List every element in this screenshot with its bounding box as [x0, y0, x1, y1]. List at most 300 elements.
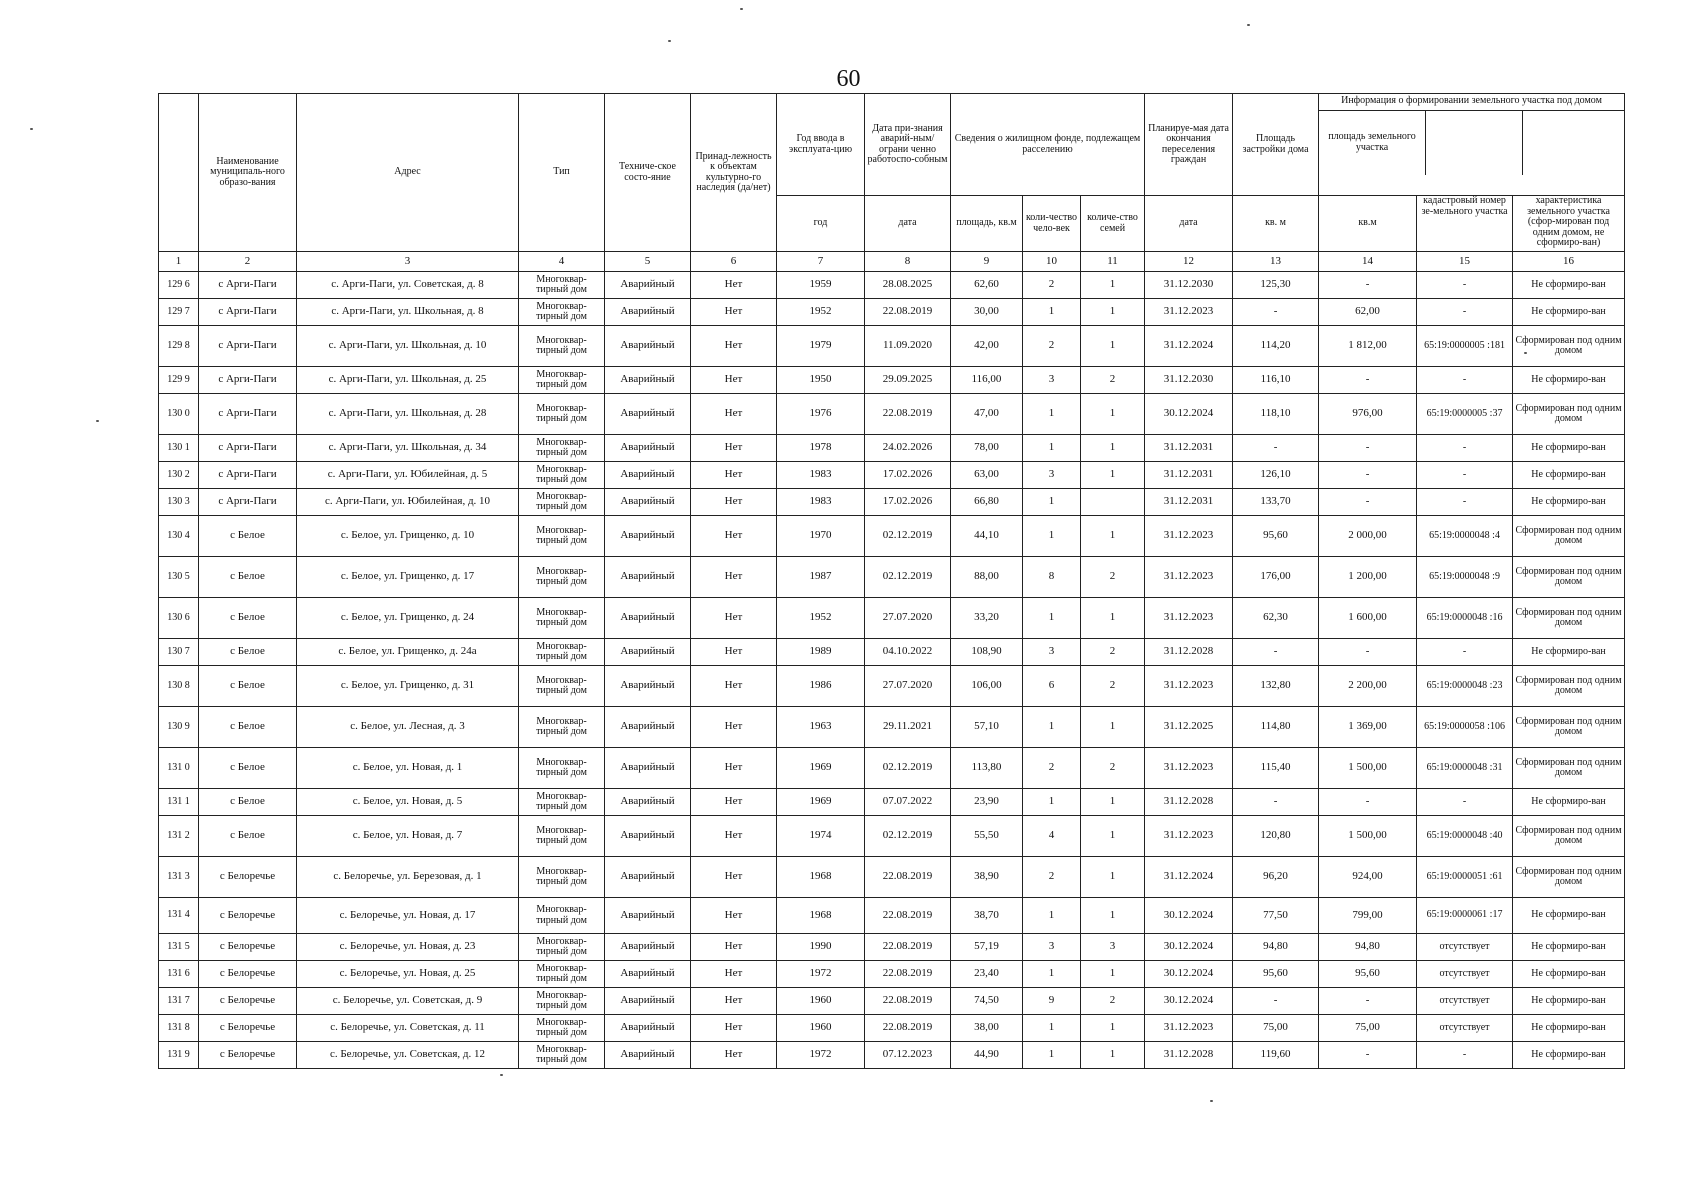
- emergency-date-cell: 02.12.2019: [865, 557, 951, 598]
- emergency-date-cell: 22.08.2019: [865, 961, 951, 988]
- family-count-cell: 1: [1081, 299, 1145, 326]
- row-number-cell: 130 3: [159, 489, 199, 516]
- people-count-cell: 1: [1023, 961, 1081, 988]
- land-status-cell: Не сформиро-ван: [1513, 1015, 1625, 1042]
- header-row-number: [159, 94, 199, 252]
- tech-state-cell: Аварийный: [605, 435, 691, 462]
- family-count-cell: 1: [1081, 1042, 1145, 1069]
- year-cell: 1960: [777, 988, 865, 1015]
- scan-speck: [1210, 1100, 1213, 1102]
- emergency-date-cell: 22.08.2019: [865, 988, 951, 1015]
- column-number: 1: [159, 252, 199, 272]
- planned-date-cell: 31.12.2023: [1145, 299, 1233, 326]
- mo-name-cell: с Арги-Паги: [199, 462, 297, 489]
- heritage-cell: Нет: [691, 299, 777, 326]
- planned-date-cell: 31.12.2023: [1145, 816, 1233, 857]
- family-count-cell: 2: [1081, 639, 1145, 666]
- family-count-cell: 2: [1081, 666, 1145, 707]
- header-land-char: характеристика земельного участка (сфор-мирован под одним домом, не сформиро-ван): [1513, 196, 1625, 252]
- table-row: [159, 988, 1625, 1015]
- land-status-cell: Не сформиро-ван: [1513, 988, 1625, 1015]
- land-area-cell: 799,00: [1319, 898, 1417, 934]
- people-count-cell: 2: [1023, 857, 1081, 898]
- header-mo-name: Наименование муниципаль-ного образо-вания: [199, 94, 297, 252]
- emergency-date-cell: 24.02.2026: [865, 435, 951, 462]
- housing-registry-table: [158, 93, 1625, 1069]
- mo-name-cell: с Белое: [199, 666, 297, 707]
- table-row: [159, 748, 1625, 789]
- land-area-cell: -: [1319, 462, 1417, 489]
- house-type-cell: Многоквар-тирный дом: [519, 857, 605, 898]
- built-area-cell: -: [1233, 299, 1319, 326]
- tech-state-cell: Аварийный: [605, 789, 691, 816]
- house-type-cell: Многоквар-тирный дом: [519, 1015, 605, 1042]
- family-count-cell: 1: [1081, 707, 1145, 748]
- header-sub-families: количе-ство семей: [1081, 196, 1145, 252]
- emergency-date-cell: 07.07.2022: [865, 789, 951, 816]
- mo-name-cell: с Арги-Паги: [199, 272, 297, 299]
- address-cell: с. Белоречье, ул. Советская, д. 11: [297, 1015, 519, 1042]
- land-area-cell: -: [1319, 789, 1417, 816]
- house-type-cell: Многоквар-тирный дом: [519, 367, 605, 394]
- area-cell: 108,90: [951, 639, 1023, 666]
- year-cell: 1983: [777, 462, 865, 489]
- emergency-date-cell: 22.08.2019: [865, 394, 951, 435]
- heritage-cell: Нет: [691, 961, 777, 988]
- planned-date-cell: 31.12.2031: [1145, 435, 1233, 462]
- row-number-cell: 130 4: [159, 516, 199, 557]
- emergency-date-cell: 22.08.2019: [865, 299, 951, 326]
- area-cell: 38,90: [951, 857, 1023, 898]
- built-area-cell: 133,70: [1233, 489, 1319, 516]
- heritage-cell: Нет: [691, 326, 777, 367]
- emergency-date-cell: 11.09.2020: [865, 326, 951, 367]
- table-row: [159, 299, 1625, 326]
- mo-name-cell: с Белое: [199, 516, 297, 557]
- tech-state-cell: Аварийный: [605, 961, 691, 988]
- mo-name-cell: с Белое: [199, 707, 297, 748]
- land-area-cell: 62,00: [1319, 299, 1417, 326]
- row-number-cell: 130 0: [159, 394, 199, 435]
- table-row: [159, 435, 1625, 462]
- family-count-cell: 1: [1081, 961, 1145, 988]
- family-count-cell: 2: [1081, 748, 1145, 789]
- house-type-cell: Многоквар-тирный дом: [519, 961, 605, 988]
- year-cell: 1950: [777, 367, 865, 394]
- cadastral-number-cell: 65:19:0000048 :40: [1417, 816, 1513, 857]
- land-area-cell: 1 600,00: [1319, 598, 1417, 639]
- cadastral-number-cell: -: [1417, 789, 1513, 816]
- house-type-cell: Многоквар-тирный дом: [519, 1042, 605, 1069]
- table-row: [159, 462, 1625, 489]
- heritage-cell: Нет: [691, 857, 777, 898]
- header-built-area-group: Площадь застройки дома: [1233, 94, 1319, 196]
- built-area-cell: 119,60: [1233, 1042, 1319, 1069]
- land-status-cell: Не сформиро-ван: [1513, 789, 1625, 816]
- mo-name-cell: с Белоречье: [199, 898, 297, 934]
- land-area-cell: 924,00: [1319, 857, 1417, 898]
- house-type-cell: Многоквар-тирный дом: [519, 299, 605, 326]
- built-area-cell: 115,40: [1233, 748, 1319, 789]
- built-area-cell: 176,00: [1233, 557, 1319, 598]
- column-numbers-row: [159, 252, 1625, 272]
- family-count-cell: 2: [1081, 367, 1145, 394]
- built-area-cell: 116,10: [1233, 367, 1319, 394]
- family-count-cell: 1: [1081, 326, 1145, 367]
- tech-state-cell: Аварийный: [605, 272, 691, 299]
- land-area-cell: 75,00: [1319, 1015, 1417, 1042]
- planned-date-cell: 31.12.2025: [1145, 707, 1233, 748]
- area-cell: 44,90: [951, 1042, 1023, 1069]
- year-cell: 1969: [777, 748, 865, 789]
- land-status-cell: Сформирован под одним домом: [1513, 557, 1625, 598]
- address-cell: с. Белое, ул. Грищенко, д. 17: [297, 557, 519, 598]
- mo-name-cell: с Белоречье: [199, 1042, 297, 1069]
- cadastral-number-cell: 65:19:0000048 :31: [1417, 748, 1513, 789]
- emergency-date-cell: 17.02.2026: [865, 489, 951, 516]
- row-number-cell: 131 4: [159, 898, 199, 934]
- header-row-top: [159, 94, 1625, 196]
- planned-date-cell: 31.12.2028: [1145, 639, 1233, 666]
- family-count-cell: 1: [1081, 898, 1145, 934]
- scan-speck: [96, 420, 99, 422]
- land-area-cell: 1 500,00: [1319, 748, 1417, 789]
- header-emergency-group: Дата при-знания аварий-ным/ограни ченно работоспо-собным: [865, 94, 951, 196]
- year-cell: 1963: [777, 707, 865, 748]
- column-number: 8: [865, 252, 951, 272]
- year-cell: 1974: [777, 816, 865, 857]
- area-cell: 23,40: [951, 961, 1023, 988]
- header-sub-date: дата: [865, 196, 951, 252]
- planned-date-cell: 31.12.2030: [1145, 272, 1233, 299]
- year-cell: 1970: [777, 516, 865, 557]
- built-area-cell: 62,30: [1233, 598, 1319, 639]
- area-cell: 106,00: [951, 666, 1023, 707]
- header-year-group: Год ввода в эксплуата-цию: [777, 94, 865, 196]
- row-number-cell: 129 8: [159, 326, 199, 367]
- heritage-cell: Нет: [691, 272, 777, 299]
- house-type-cell: Многоквар-тирный дом: [519, 748, 605, 789]
- address-cell: с. Белоречье, ул. Советская, д. 12: [297, 1042, 519, 1069]
- family-count-cell: 1: [1081, 789, 1145, 816]
- planned-date-cell: 31.12.2023: [1145, 1015, 1233, 1042]
- built-area-cell: 75,00: [1233, 1015, 1319, 1042]
- people-count-cell: 4: [1023, 816, 1081, 857]
- row-number-cell: 130 6: [159, 598, 199, 639]
- address-cell: с. Арги-Паги, ул. Школьная, д. 34: [297, 435, 519, 462]
- year-cell: 1972: [777, 1042, 865, 1069]
- scan-speck: [668, 40, 671, 42]
- land-status-cell: Сформирован под одним домом: [1513, 394, 1625, 435]
- family-count-cell: 1: [1081, 462, 1145, 489]
- address-cell: с. Белое, ул. Новая, д. 7: [297, 816, 519, 857]
- address-cell: с. Белое, ул. Новая, д. 5: [297, 789, 519, 816]
- address-cell: с. Белое, ул. Грищенко, д. 24а: [297, 639, 519, 666]
- row-number-cell: 130 9: [159, 707, 199, 748]
- house-type-cell: Многоквар-тирный дом: [519, 789, 605, 816]
- land-area-cell: 95,60: [1319, 961, 1417, 988]
- house-type-cell: Многоквар-тирный дом: [519, 988, 605, 1015]
- planned-date-cell: 31.12.2031: [1145, 489, 1233, 516]
- land-area-cell: -: [1319, 1042, 1417, 1069]
- address-cell: с. Арги-Паги, ул. Юбилейная, д. 5: [297, 462, 519, 489]
- family-count-cell: 1: [1081, 394, 1145, 435]
- column-number: 14: [1319, 252, 1417, 272]
- address-cell: с. Белоречье, ул. Новая, д. 25: [297, 961, 519, 988]
- year-cell: 1986: [777, 666, 865, 707]
- row-number-cell: 131 0: [159, 748, 199, 789]
- people-count-cell: 9: [1023, 988, 1081, 1015]
- year-cell: 1976: [777, 394, 865, 435]
- people-count-cell: 2: [1023, 272, 1081, 299]
- header-cadastral-spacer: [1426, 111, 1522, 175]
- year-cell: 1989: [777, 639, 865, 666]
- land-status-cell: Не сформиро-ван: [1513, 1042, 1625, 1069]
- planned-date-cell: 30.12.2024: [1145, 988, 1233, 1015]
- header-housing-group: Сведения о жилищном фонде, подлежащем расселению: [951, 94, 1145, 196]
- row-number-cell: 130 7: [159, 639, 199, 666]
- scan-speck: [500, 1074, 503, 1076]
- heritage-cell: Нет: [691, 748, 777, 789]
- family-count-cell: 1: [1081, 516, 1145, 557]
- mo-name-cell: с Белоречье: [199, 934, 297, 961]
- land-status-cell: Сформирован под одним домом: [1513, 666, 1625, 707]
- tech-state-cell: Аварийный: [605, 462, 691, 489]
- people-count-cell: 1: [1023, 394, 1081, 435]
- cadastral-number-cell: -: [1417, 435, 1513, 462]
- year-cell: 1952: [777, 598, 865, 639]
- area-cell: 38,00: [951, 1015, 1023, 1042]
- house-type-cell: Многоквар-тирный дом: [519, 707, 605, 748]
- tech-state-cell: Аварийный: [605, 1015, 691, 1042]
- land-status-cell: Сформирован под одним домом: [1513, 516, 1625, 557]
- people-count-cell: 1: [1023, 1042, 1081, 1069]
- address-cell: с. Белоречье, ул. Советская, д. 9: [297, 988, 519, 1015]
- address-cell: с. Белоречье, ул. Березовая, д. 1: [297, 857, 519, 898]
- table-body: [159, 272, 1625, 1069]
- area-cell: 62,60: [951, 272, 1023, 299]
- mo-name-cell: с Белое: [199, 748, 297, 789]
- address-cell: с. Арги-Паги, ул. Школьная, д. 8: [297, 299, 519, 326]
- planned-date-cell: 31.12.2023: [1145, 598, 1233, 639]
- cadastral-number-cell: отсутствует: [1417, 961, 1513, 988]
- header-sub-land-unit: кв.м: [1319, 196, 1417, 252]
- scan-speck: [1524, 352, 1527, 354]
- built-area-cell: 114,20: [1233, 326, 1319, 367]
- tech-state-cell: Аварийный: [605, 666, 691, 707]
- heritage-cell: Нет: [691, 1015, 777, 1042]
- emergency-date-cell: 28.08.2025: [865, 272, 951, 299]
- area-cell: 57,19: [951, 934, 1023, 961]
- cadastral-number-cell: -: [1417, 462, 1513, 489]
- land-area-cell: -: [1319, 367, 1417, 394]
- column-number: 11: [1081, 252, 1145, 272]
- cadastral-number-cell: -: [1417, 639, 1513, 666]
- built-area-cell: 96,20: [1233, 857, 1319, 898]
- area-cell: 38,70: [951, 898, 1023, 934]
- land-status-cell: Не сформиро-ван: [1513, 367, 1625, 394]
- built-area-cell: 118,10: [1233, 394, 1319, 435]
- family-count-cell: 2: [1081, 557, 1145, 598]
- header-heritage: Принад-лежность к объектам культурно-го наследия (да/нет): [691, 94, 777, 252]
- cadastral-number-cell: -: [1417, 299, 1513, 326]
- house-type-cell: Многоквар-тирный дом: [519, 639, 605, 666]
- table-row: [159, 707, 1625, 748]
- address-cell: с. Белое, ул. Грищенко, д. 24: [297, 598, 519, 639]
- mo-name-cell: с Белоречье: [199, 857, 297, 898]
- planned-date-cell: 31.12.2023: [1145, 516, 1233, 557]
- tech-state-cell: Аварийный: [605, 934, 691, 961]
- built-area-cell: 114,80: [1233, 707, 1319, 748]
- land-area-cell: 2 000,00: [1319, 516, 1417, 557]
- table-row: [159, 516, 1625, 557]
- house-type-cell: Многоквар-тирный дом: [519, 272, 605, 299]
- mo-name-cell: с Арги-Паги: [199, 394, 297, 435]
- land-area-cell: 94,80: [1319, 934, 1417, 961]
- tech-state-cell: Аварийный: [605, 1042, 691, 1069]
- heritage-cell: Нет: [691, 898, 777, 934]
- planned-date-cell: 31.12.2023: [1145, 666, 1233, 707]
- land-status-cell: Не сформиро-ван: [1513, 961, 1625, 988]
- cadastral-number-cell: отсутствует: [1417, 1015, 1513, 1042]
- address-cell: с. Белоречье, ул. Новая, д. 23: [297, 934, 519, 961]
- header-sub-planned-date: дата: [1145, 196, 1233, 252]
- land-status-cell: Не сформиро-ван: [1513, 639, 1625, 666]
- built-area-cell: 95,60: [1233, 961, 1319, 988]
- heritage-cell: Нет: [691, 1042, 777, 1069]
- people-count-cell: 8: [1023, 557, 1081, 598]
- built-area-cell: -: [1233, 988, 1319, 1015]
- heritage-cell: Нет: [691, 666, 777, 707]
- row-number-cell: 129 7: [159, 299, 199, 326]
- address-cell: с. Арги-Паги, ул. Школьная, д. 28: [297, 394, 519, 435]
- people-count-cell: 1: [1023, 598, 1081, 639]
- people-count-cell: 3: [1023, 639, 1081, 666]
- emergency-date-cell: 04.10.2022: [865, 639, 951, 666]
- cadastral-number-cell: -: [1417, 1042, 1513, 1069]
- house-type-cell: Многоквар-тирный дом: [519, 462, 605, 489]
- mo-name-cell: с Арги-Паги: [199, 489, 297, 516]
- header-sub-year: год: [777, 196, 865, 252]
- house-type-cell: Многоквар-тирный дом: [519, 898, 605, 934]
- area-cell: 88,00: [951, 557, 1023, 598]
- emergency-date-cell: 27.07.2020: [865, 598, 951, 639]
- table-row: [159, 326, 1625, 367]
- year-cell: 1968: [777, 857, 865, 898]
- mo-name-cell: с Белоречье: [199, 1015, 297, 1042]
- land-area-cell: 2 200,00: [1319, 666, 1417, 707]
- tech-state-cell: Аварийный: [605, 857, 691, 898]
- mo-name-cell: с Белое: [199, 557, 297, 598]
- land-status-cell: Сформирован под одним домом: [1513, 707, 1625, 748]
- address-cell: с. Арги-Паги, ул. Школьная, д. 25: [297, 367, 519, 394]
- tech-state-cell: Аварийный: [605, 489, 691, 516]
- emergency-date-cell: 17.02.2026: [865, 462, 951, 489]
- people-count-cell: 2: [1023, 748, 1081, 789]
- family-count-cell: 1: [1081, 1015, 1145, 1042]
- area-cell: 78,00: [951, 435, 1023, 462]
- emergency-date-cell: 22.08.2019: [865, 1015, 951, 1042]
- mo-name-cell: с Арги-Паги: [199, 367, 297, 394]
- built-area-cell: 95,60: [1233, 516, 1319, 557]
- row-number-cell: 130 8: [159, 666, 199, 707]
- land-area-cell: -: [1319, 489, 1417, 516]
- year-cell: 1979: [777, 326, 865, 367]
- tech-state-cell: Аварийный: [605, 299, 691, 326]
- mo-name-cell: с Белое: [199, 639, 297, 666]
- heritage-cell: Нет: [691, 598, 777, 639]
- tech-state-cell: Аварийный: [605, 816, 691, 857]
- cadastral-number-cell: 65:19:0000048 :9: [1417, 557, 1513, 598]
- header-land-group-title: Информация о формировании земельного участка под домом: [1319, 94, 1624, 111]
- family-count-cell: 1: [1081, 857, 1145, 898]
- year-cell: 1990: [777, 934, 865, 961]
- cadastral-number-cell: отсутствует: [1417, 934, 1513, 961]
- table-row: [159, 394, 1625, 435]
- scan-speck: [30, 128, 33, 130]
- area-cell: 44,10: [951, 516, 1023, 557]
- heritage-cell: Нет: [691, 707, 777, 748]
- area-cell: 66,80: [951, 489, 1023, 516]
- emergency-date-cell: 27.07.2020: [865, 666, 951, 707]
- address-cell: с. Белое, ул. Новая, д. 1: [297, 748, 519, 789]
- header-type: Тип: [519, 94, 605, 252]
- house-type-cell: Многоквар-тирный дом: [519, 516, 605, 557]
- emergency-date-cell: 29.11.2021: [865, 707, 951, 748]
- mo-name-cell: с Белое: [199, 816, 297, 857]
- row-number-cell: 131 9: [159, 1042, 199, 1069]
- cadastral-number-cell: -: [1417, 489, 1513, 516]
- people-count-cell: 1: [1023, 898, 1081, 934]
- emergency-date-cell: 02.12.2019: [865, 748, 951, 789]
- planned-date-cell: 31.12.2023: [1145, 557, 1233, 598]
- column-number: 5: [605, 252, 691, 272]
- house-type-cell: Многоквар-тирный дом: [519, 326, 605, 367]
- planned-date-cell: 30.12.2024: [1145, 961, 1233, 988]
- table-row: [159, 666, 1625, 707]
- house-type-cell: Многоквар-тирный дом: [519, 816, 605, 857]
- land-status-cell: Сформирован под одним домом: [1513, 326, 1625, 367]
- cadastral-number-cell: 65:19:0000058 :106: [1417, 707, 1513, 748]
- people-count-cell: 3: [1023, 462, 1081, 489]
- land-status-cell: Не сформиро-ван: [1513, 489, 1625, 516]
- address-cell: с. Арги-Паги, ул. Советская, д. 8: [297, 272, 519, 299]
- people-count-cell: 3: [1023, 934, 1081, 961]
- planned-date-cell: 31.12.2023: [1145, 748, 1233, 789]
- row-number-cell: 130 1: [159, 435, 199, 462]
- year-cell: 1969: [777, 789, 865, 816]
- address-cell: с. Белое, ул. Лесная, д. 3: [297, 707, 519, 748]
- cadastral-number-cell: 65:19:0000005 :37: [1417, 394, 1513, 435]
- area-cell: 63,00: [951, 462, 1023, 489]
- land-status-cell: Не сформиро-ван: [1513, 898, 1625, 934]
- land-status-cell: Сформирован под одним домом: [1513, 816, 1625, 857]
- planned-date-cell: 31.12.2031: [1145, 462, 1233, 489]
- emergency-date-cell: 02.12.2019: [865, 516, 951, 557]
- area-cell: 47,00: [951, 394, 1023, 435]
- heritage-cell: Нет: [691, 639, 777, 666]
- heritage-cell: Нет: [691, 789, 777, 816]
- page-number: 60: [836, 66, 861, 92]
- cadastral-number-cell: 65:19:0000061 :17: [1417, 898, 1513, 934]
- table-row: [159, 639, 1625, 666]
- mo-name-cell: с Арги-Паги: [199, 326, 297, 367]
- row-number-cell: 131 5: [159, 934, 199, 961]
- people-count-cell: 1: [1023, 1015, 1081, 1042]
- cadastral-number-cell: 65:19:0000048 :23: [1417, 666, 1513, 707]
- family-count-cell: 1: [1081, 272, 1145, 299]
- row-number-cell: 130 5: [159, 557, 199, 598]
